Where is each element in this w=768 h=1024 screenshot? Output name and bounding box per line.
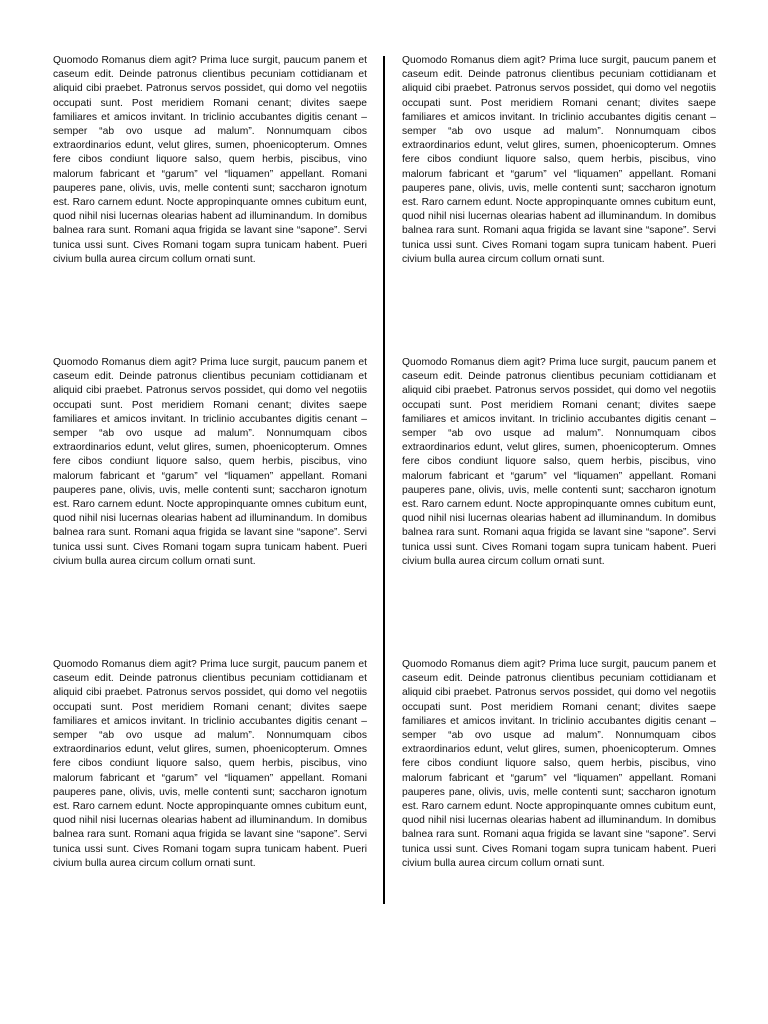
text-block-right-row-1: Quomodo Romanus diem agit? Prima luce surgit, paucum panem et caseum edit. Deinde patronus clientibus pecuniam cottidianam et aliquid cibi praebet. Patronus servos possidet, qui domo vel negotiis occupati sunt. Post meridiem Romani cenant; divites saepe familiares et amicos invitant. In triclinio accubantes digitis cenant – semper “ab ovo usque ad malum”. Nonnumquam cibos extraordinarios edunt, velut glires, sumen, phoenicopterum. Omnes fere cibos condiunt liquore salso, quem herbis, piscibus, vino malorum fabricant et “garum” vel “liquamen” appellant. Romani pauperes pane, olivis, uvis, melle contenti sunt; saccharon ignotum est. Raro carnem edunt. Nocte appropinquante omnes cubitum eunt, quod nihil nisi lucernas olearias habent ad illuminandum. In domibus balnea rara sunt. Romani aqua frigida se lavant sine “sapone”. Servi tunica ussi sunt. Cives Romani togam supra tunicam habent. Pueri civium bulla aurea circum collum ornati sunt. [402,55,716,265]
text-block-right-row-3: Quomodo Romanus diem agit? Prima luce surgit, paucum panem et caseum edit. Deinde patronus clientibus pecuniam cottidianam et aliquid cibi praebet. Patronus servos possidet, qui domo vel negotiis occupati sunt. Post meridiem Romani cenant; divites saepe familiares et amicos invitant. In triclinio accubantes digitis cenant – semper “ab ovo usque ad malum”. Nonnumquam cibos extraordinarios edunt, velut glires, sumen, phoenicopterum. Omnes fere cibos condiunt liquore salso, quem herbis, piscibus, vino malorum fabricant et “garum” vel “liquamen” appellant. Romani pauperes pane, olivis, uvis, melle contenti sunt; saccharon ignotum est. Raro carnem edunt. Nocte appropinquante omnes cubitum eunt, quod nihil nisi lucernas olearias habent ad illuminandum. In domibus balnea rara sunt. Romani aqua frigida se lavant sine “sapone”. Servi tunica ussi sunt. Cives Romani togam supra tunicam habent. Pueri civium bulla aurea circum collum ornati sunt. [402,659,716,869]
text-block-left-row-2: Quomodo Romanus diem agit? Prima luce surgit, paucum panem et caseum edit. Deinde patronus clientibus pecuniam cottidianam et aliquid cibi praebet. Patronus servos possidet, qui domo vel negotiis occupati sunt. Post meridiem Romani cenant; divites saepe familiares et amicos invitant. In triclinio accubantes digitis cenant – semper “ab ovo usque ad malum”. Nonnumquam cibos extraordinarios edunt, velut glires, sumen, phoenicopterum. Omnes fere cibos condiunt liquore salso, quem herbis, piscibus, vino malorum fabricant et “garum” vel “liquamen” appellant. Romani pauperes pane, olivis, uvis, melle contenti sunt; saccharon ignotum est. Raro carnem edunt. Nocte appropinquante omnes cubitum eunt, quod nihil nisi lucernas olearias habent ad illuminandum. In domibus balnea rara sunt. Romani aqua frigida se lavant sine “sapone”. Servi tunica ussi sunt. Cives Romani togam supra tunicam habent. Pueri civium bulla aurea circum collum ornati sunt. [53,357,367,567]
text-block-left-row-1: Quomodo Romanus diem agit? Prima luce surgit, paucum panem et caseum edit. Deinde patronus clientibus pecuniam cottidianam et aliquid cibi praebet. Patronus servos possidet, qui domo vel negotiis occupati sunt. Post meridiem Romani cenant; divites saepe familiares et amicos invitant. In triclinio accubantes digitis cenant – semper “ab ovo usque ad malum”. Nonnumquam cibos extraordinarios edunt, velut glires, sumen, phoenicopterum. Omnes fere cibos condiunt liquore salso, quem herbis, piscibus, vino malorum fabricant et “garum” vel “liquamen” appellant. Romani pauperes pane, olivis, uvis, melle contenti sunt; saccharon ignotum est. Raro carnem edunt. Nocte appropinquante omnes cubitum eunt, quod nihil nisi lucernas olearias habent ad illuminandum. In domibus balnea rara sunt. Romani aqua frigida se lavant sine “sapone”. Servi tunica ussi sunt. Cives Romani togam supra tunicam habent. Pueri civium bulla aurea circum collum ornati sunt. [53,55,367,265]
text-block-left-row-3: Quomodo Romanus diem agit? Prima luce surgit, paucum panem et caseum edit. Deinde patronus clientibus pecuniam cottidianam et aliquid cibi praebet. Patronus servos possidet, qui domo vel negotiis occupati sunt. Post meridiem Romani cenant; divites saepe familiares et amicos invitant. In triclinio accubantes digitis cenant – semper “ab ovo usque ad malum”. Nonnumquam cibos extraordinarios edunt, velut glires, sumen, phoenicopterum. Omnes fere cibos condiunt liquore salso, quem herbis, piscibus, vino malorum fabricant et “garum” vel “liquamen” appellant. Romani pauperes pane, olivis, uvis, melle contenti sunt; saccharon ignotum est. Raro carnem edunt. Nocte appropinquante omnes cubitum eunt, quod nihil nisi lucernas olearias habent ad illuminandum. In domibus balnea rara sunt. Romani aqua frigida se lavant sine “sapone”. Servi tunica ussi sunt. Cives Romani togam supra tunicam habent. Pueri civium bulla aurea circum collum ornati sunt. [53,659,367,869]
text-block-right-row-2: Quomodo Romanus diem agit? Prima luce surgit, paucum panem et caseum edit. Deinde patronus clientibus pecuniam cottidianam et aliquid cibi praebet. Patronus servos possidet, qui domo vel negotiis occupati sunt. Post meridiem Romani cenant; divites saepe familiares et amicos invitant. In triclinio accubantes digitis cenant – semper “ab ovo usque ad malum”. Nonnumquam cibos extraordinarios edunt, velut glires, sumen, phoenicopterum. Omnes fere cibos condiunt liquore salso, quem herbis, piscibus, vino malorum fabricant et “garum” vel “liquamen” appellant. Romani pauperes pane, olivis, uvis, melle contenti sunt; saccharon ignotum est. Raro carnem edunt. Nocte appropinquante omnes cubitum eunt, quod nihil nisi lucernas olearias habent ad illuminandum. In domibus balnea rara sunt. Romani aqua frigida se lavant sine “sapone”. Servi tunica ussi sunt. Cives Romani togam supra tunicam habent. Pueri civium bulla aurea circum collum ornati sunt. [402,357,716,567]
column-divider-line [383,56,385,904]
